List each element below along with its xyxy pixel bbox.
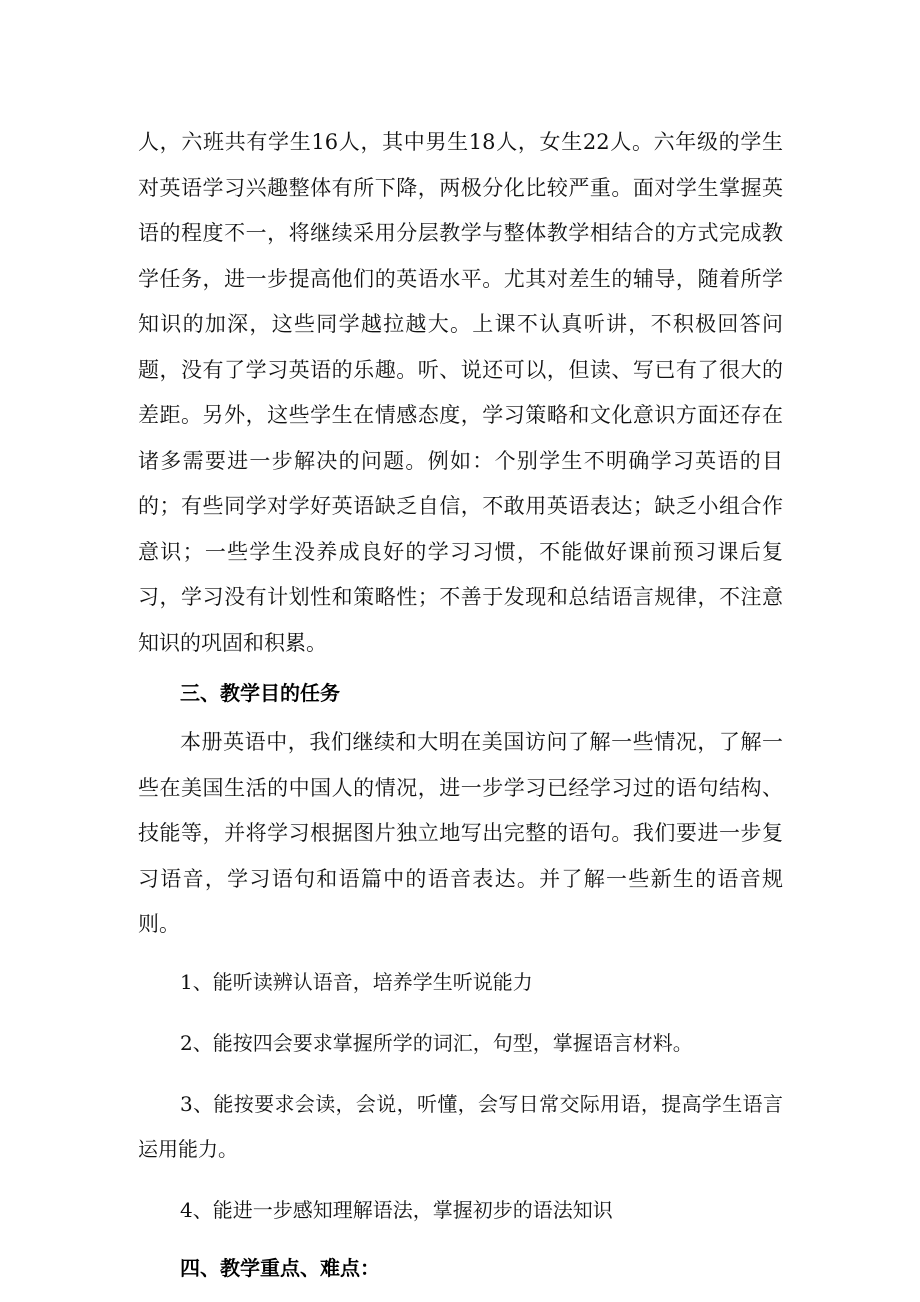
section-heading-3: 三、教学目的任务 bbox=[180, 681, 340, 705]
list-item-3: 3、能按要求会读，会说，听懂，会写日常交际用语，提高学生语言运用能力。 bbox=[138, 1091, 783, 1161]
list-item-2: 2、能按四会要求掌握所学的词汇，句型，掌握语言材料。 bbox=[180, 1030, 693, 1055]
list-item-1: 1、能听读辨认语音，培养学生听说能力 bbox=[180, 969, 533, 994]
list-item-4: 4、能进一步感知理解语法，掌握初步的语法知识 bbox=[180, 1197, 613, 1222]
intro-paragraph: 人，六班共有学生16人，其中男生18人，女生22人。六年级的学生对英语学习兴趣整体有所下降，两极分化比较严重。面对学生掌握英语的程度不一，将继续采用分层教学与整体教学相结合的方式完成教学任务，进一步提高他们的英语水平。尤其对差生的辅导，随着所学知识的加深，这些同学越拉越大。上课不认真听讲，不积极回答问题，没有了学习英语的乐趣。听、说还可以，但读、写已有了很大的差距。另外，这些学生在情感态度，学习策略和文化意识方面还存在诸多需要进一步解决的问题。例如：个别学生不明确学习英语的目的；有些同学对学好英语缺乏自信，不敢用英语表达；缺乏小组合作意识；一些学生没养成良好的学习习惯，不能做好课前预习课后复习，学习没有计划性和策略性；不善于发现和总结语言规律，不注意知识的巩固和积累。 bbox=[138, 130, 783, 655]
section-heading-4: 四、教学重点、难点： bbox=[180, 1255, 380, 1280]
section-3-paragraph: 本册英语中，我们继续和大明在美国访问了解一些情况，了解一些在美国生活的中国人的情况，进一步学习已经学习过的语句结构、技能等，并将学习根据图片独立地写出完整的语句。我们要进一步复习语音，学习语句和语篇中的语音表达。并了解一些新生的语音规则。 bbox=[138, 730, 783, 936]
document-body bbox=[138, 120, 783, 1291]
